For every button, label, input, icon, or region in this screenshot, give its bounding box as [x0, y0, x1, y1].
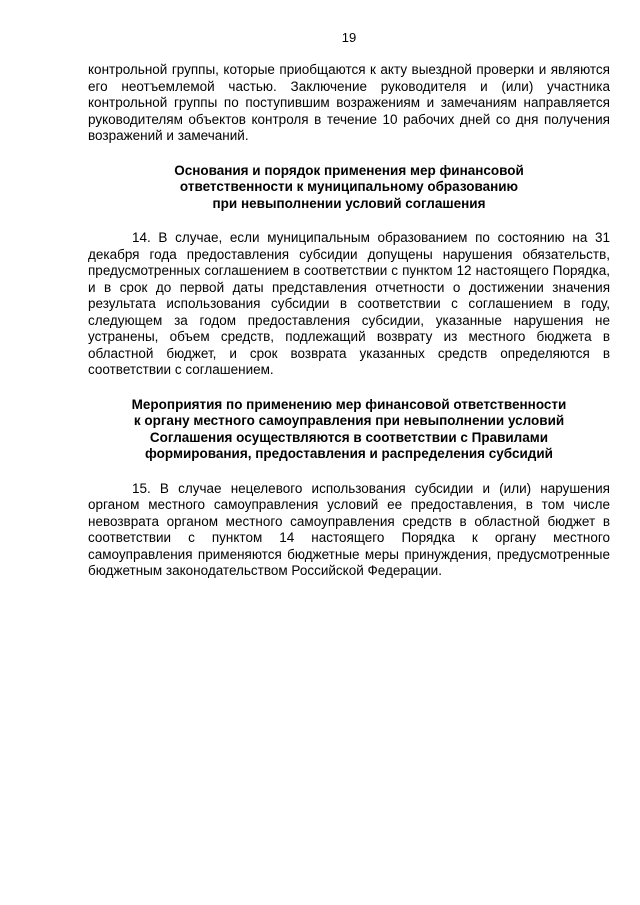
continuation-paragraph: контрольной группы, которые приобщаются к акту выездной проверки и являются его неотъемлемой частью. Заключение руководителя и (или) участника контрольной группы по поступившим возражениям и замечаниям направляется руководителям объектов контроля в течение 10 рабочих дней со дня получения возражений и замечаний.	[88, 62, 610, 143]
heading-line: Мероприятия по применению мер финансовой ответственности	[131, 396, 567, 412]
heading-line: формирования, предоставления и распределения субсидий	[145, 446, 553, 461]
heading-line: при невыполнении условий соглашения	[212, 195, 486, 211]
page-number: 19	[341, 30, 357, 45]
heading-line: к органу местного самоуправления при невыполнении условий	[133, 413, 565, 428]
paragraph-15: 15. В случае нецелевого использования субсидии и (или) нарушения органом местного самоуправления условий ее предоставления, в том числе невозврата органом местного самоуправления средств в областной бюджет в соответствии с пунктом 14 настоящего Порядка к органу местного самоуправления применяются бюджетные меры принуждения, предусмотренные бюджетным законодательством Российской Федерации.	[88, 480, 610, 578]
heading-line: ответственности к муниципальному образованию	[179, 179, 519, 194]
document-page	[88, 30, 610, 580]
paragraph-14: 14. В случае, если муниципальным образованием по состоянию на 31 декабря года предоставления субсидии допущены нарушения обязательств, предусмотренных соглашением в соответствии с пунктом 12 настоящего Порядка, и в срок до первой даты представления отчетности о достижении значения результата использования субсидии в соответствии с соглашением в году, следующем за годом предоставления субсидии, указанные нарушения не устранены, объем средств, подлежащий возврату из местного бюджета в областной бюджет, и срок возврата указанных средств определяются в соответствии с соглашением.	[88, 230, 610, 377]
section-heading-financial-responsibility	[88, 163, 610, 213]
heading-line: Соглашения осуществляются в соответствии с Правилами	[149, 429, 549, 445]
heading-line: Основания и порядок применения мер финансовой	[174, 162, 524, 178]
section-heading-measures	[88, 397, 610, 463]
